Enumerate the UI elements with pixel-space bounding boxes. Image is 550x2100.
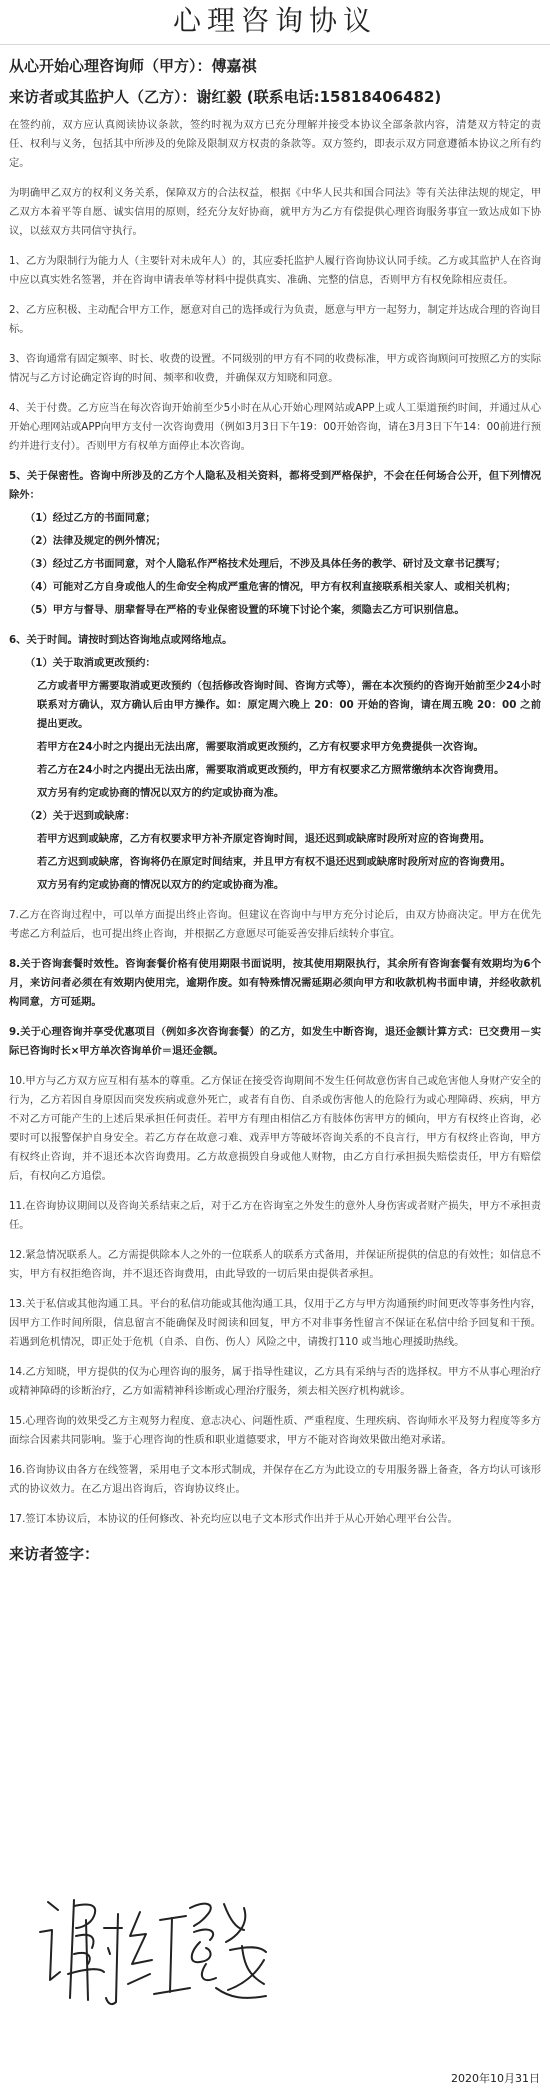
clause-paragraph: 4、关于付费。乙方应当在每次咨询开始前至少5小时在从心开始心理网站或APP上或人工渠道预约时间，并通过从心开始心理网站或APP向甲方支付一次咨询费用（例如3月3日下午19：00开始咨询，请在3月3日下午14：00前进行预约并进行支付）。否则甲方有权单方面停止本次咨询。 [9, 402, 541, 452]
signing-date: 2020年10月31日 [451, 2072, 540, 2085]
clause-paragraph: 15.心理咨询的效果受乙方主观努力程度、意志决心、问题性质、严重程度、生理疾病、咨询师水平及努力程度等多方面综合因素共同影响。鉴于心理咨询的性质和职业道德要求，甲方不能对咨询效果做出绝对承诺。 [9, 1415, 541, 1446]
clause-paragraph: （2）关于迟到或缺席： [25, 810, 136, 822]
clause-paragraph: 若乙方在24小时之内提出无法出席，需要取消或更改预约，甲方有权要求乙方照常缴纳本次咨询费用。 [37, 764, 505, 776]
clause-paragraph: （3）经过乙方书面同意，对个人隐私作严格技术处理后，不涉及具体任务的教学、研讨及文章书记撰写； [25, 558, 506, 570]
signature-label: 来访者签字： [9, 1545, 100, 1563]
clause-paragraph: 在签约前，双方应认真阅读协议条款，签约时视为双方已充分理解并接受本协议全部条款内容，清楚双方特定的责任、权利与义务，包括其中所涉及的免除及限制双方权责的条款等。双方签约，即表示双方同意遵循本协议之所有约定。 [9, 119, 541, 169]
clause-paragraph: 乙方或者甲方需要取消或更改预约（包括修改咨询时间、咨询方式等），需在本次预约的咨询开始前至少24小时联系对方确认，双方确认后由甲方操作。如：原定周六晚上 20：00 开始的咨询，请在周五晚 20：00 之前提出更改。 [37, 680, 541, 730]
clause-paragraph: 为明确甲乙双方的权利义务关系，保障双方的合法权益，根据《中华人民共和国合同法》等有关法律法规的规定，甲乙双方本着平等自愿、诚实信用的原则，经充分友好协商，就甲方为乙方有偿提供心理咨询服务事宜一致达成如下协议，以兹双方共同信守执行。 [9, 187, 541, 237]
clause-paragraph: 6、关于时间。请按时到达咨询地点或网络地点。 [9, 634, 233, 646]
clause-paragraph: 11.在咨询协议期间以及咨询关系结束之后，对于乙方在咨询室之外发生的意外人身伤害或者财产损失，甲方不承担责任。 [9, 1200, 541, 1231]
clause-paragraph: 3、咨询通常有固定频率、时长、收费的设置。不同级别的甲方有不同的收费标准，甲方或咨询顾问可按照乙方的实际情况与乙方讨论确定咨询的时间、频率和收费，并确保双方知晓和同意。 [9, 353, 541, 384]
clause-paragraph: 7.乙方在咨询过程中，可以单方面提出终止咨询。但建议在咨询中与甲方充分讨论后，由双方协商决定。甲方在优先考虑乙方利益后，也可提出终止咨询，并根据乙方意愿尽可能妥善安排后续转介事宜。 [9, 909, 541, 940]
clause-paragraph: （1）经过乙方的书面同意； [25, 512, 156, 524]
clause-paragraph: 8.关于咨询套餐时效性。咨询套餐价格有使用期限书面说明，按其使用期限执行，其余所有咨询套餐有效期均为6个月，来访问者必须在有效期内使用完，逾期作废。如有特殊情况需延期必须向甲方和收款机构书面申请，并经收款机构同意，方可延期。 [9, 958, 541, 1008]
party-a-line: 从心开始心理咨询师（甲方）：傅嘉祺 [9, 57, 257, 75]
clause-paragraph: （5）甲方与督导、朋辈督导在严格的专业保密设置的环境下讨论个案，须隐去乙方可识别信息。 [25, 604, 465, 616]
clause-paragraph: 双方另有约定或协商的情况以双方的约定或协商为准。 [37, 787, 285, 799]
party-b-line: 来访者或其监护人（乙方）：谢红毅 (联系电话:15818406482) [9, 88, 442, 106]
clause-paragraph: 17.签订本协议后，本协议的任何修改、补充均应以电子文本形式作出并于从心开始心理平台公告。 [9, 1513, 458, 1525]
clause-paragraph: 1、乙方为限制行为能力人（主要针对未成年人）的，其应委托监护人履行咨询协议认同手续。乙方或其监护人在咨询中应以真实姓名签署，并在咨询申请表单等材料中提供真实、准确、完整的信息，否则甲方有权免除相应责任。 [9, 255, 541, 286]
clause-paragraph: 若甲方迟到或缺席，乙方有权要求甲方补齐原定咨询时间，退还迟到或缺席时段所对应的咨询费用。 [37, 833, 491, 845]
clause-list [9, 116, 541, 1529]
handwritten-signature [30, 1880, 290, 2030]
clause-paragraph: 10.甲方与乙方双方应互相有基本的尊重。乙方保证在接受咨询期间不发生任何故意伤害自己或危害他人身财产安全的行为，乙方若因自身原因而突发疾病或意外死亡，或者有自伤、自杀或伤害他人的危险行为或心理障碍、疾病，甲方不对乙方可能产生的上述后果承担任何责任。若甲方有理由相信乙方有肢体伤害甲方的倾向，甲方有权终止咨询，必要时可以报警保护自身安全。若乙方存在故意刁难、戏弄甲方等破坏咨询关系的不良言行，甲方有权终止咨询，甲方有权终止咨询，并不退还本次咨询费用。乙方故意损毁自身或他人财物，由乙方自行承担损失赔偿责任，甲方有赔偿后，有权向乙方追偿。 [9, 1075, 541, 1182]
clause-paragraph: 14.乙方知晓，甲方提供的仅为心理咨询的服务，属于指导性建议，乙方具有采纳与否的选择权。甲方不从事心理治疗或精神障碍的诊断治疗，乙方如需精神科诊断或心理治疗服务，须去相关医疗机构就诊。 [9, 1366, 541, 1397]
clause-paragraph: （2）法律及规定的例外情况； [25, 535, 167, 547]
clause-paragraph: （1）关于取消或更改预约： [25, 657, 156, 669]
clause-paragraph: 2、乙方应积极、主动配合甲方工作，愿意对自己的选择或行为负责，愿意与甲方一起努力，制定并达成合理的咨询目标。 [9, 304, 541, 335]
clause-paragraph: 9.关于心理咨询并享受优惠项目（例如多次咨询套餐）的乙方，如发生中断咨询，退还金额计算方式：已交费用－实际已咨询时长×甲方单次咨询单价＝退还金额。 [9, 1026, 541, 1057]
clause-paragraph: 5、关于保密性。咨询中所涉及的乙方个人隐私及相关资料，都将受到严格保护，不会在任何场合公开，但下列情况除外： [9, 470, 541, 501]
clause-paragraph: 若甲方在24小时之内提出无法出席，需要取消或更改预约，乙方有权要求甲方免费提供一次咨询。 [37, 741, 484, 753]
clause-paragraph: 双方另有约定或协商的情况以双方的约定或协商为准。 [37, 879, 285, 891]
clause-paragraph: 若乙方迟到或缺席，咨询将仍在原定时间结束，并且甲方有权不退还迟到或缺席时段所对应的咨询费用。 [37, 856, 511, 868]
clause-paragraph: 16.咨询协议由各方在线签署，采用电子文本形式制成，并保存在乙方为此设立的专用服务器上备查，各方均认可该形式的协议效力。在乙方退出咨询后，咨询协议终止。 [9, 1464, 541, 1495]
clause-paragraph: （4）可能对乙方自身或他人的生命安全构成严重危害的情况，甲方有权利直接联系相关家人、或相关机构； [25, 581, 517, 593]
clause-paragraph: 13.关于私信或其他沟通工具。平台的私信功能或其他沟通工具，仅用于乙方与甲方沟通预约时间更改等事务性内容，因甲方工作时间所限，信息留言不能确保及时阅读和回复，甲方不对非事务性留言不保证在私信中给予回复和干预。若遇到危机情况，即正处于危机（自杀、自伤、伤人）风险之中，请拨打110 或当地心理援助热线。 [9, 1298, 541, 1348]
document-title: 心理咨询协议 [0, 0, 550, 45]
clause-paragraph: 12.紧急情况联系人。乙方需提供除本人之外的一位联系人的联系方式备用，并保证所提供的信息的有效性；如信息不实，甲方有权拒绝咨询，并不退还咨询费用，由此导致的一切后果由提供者承担。 [9, 1249, 541, 1280]
